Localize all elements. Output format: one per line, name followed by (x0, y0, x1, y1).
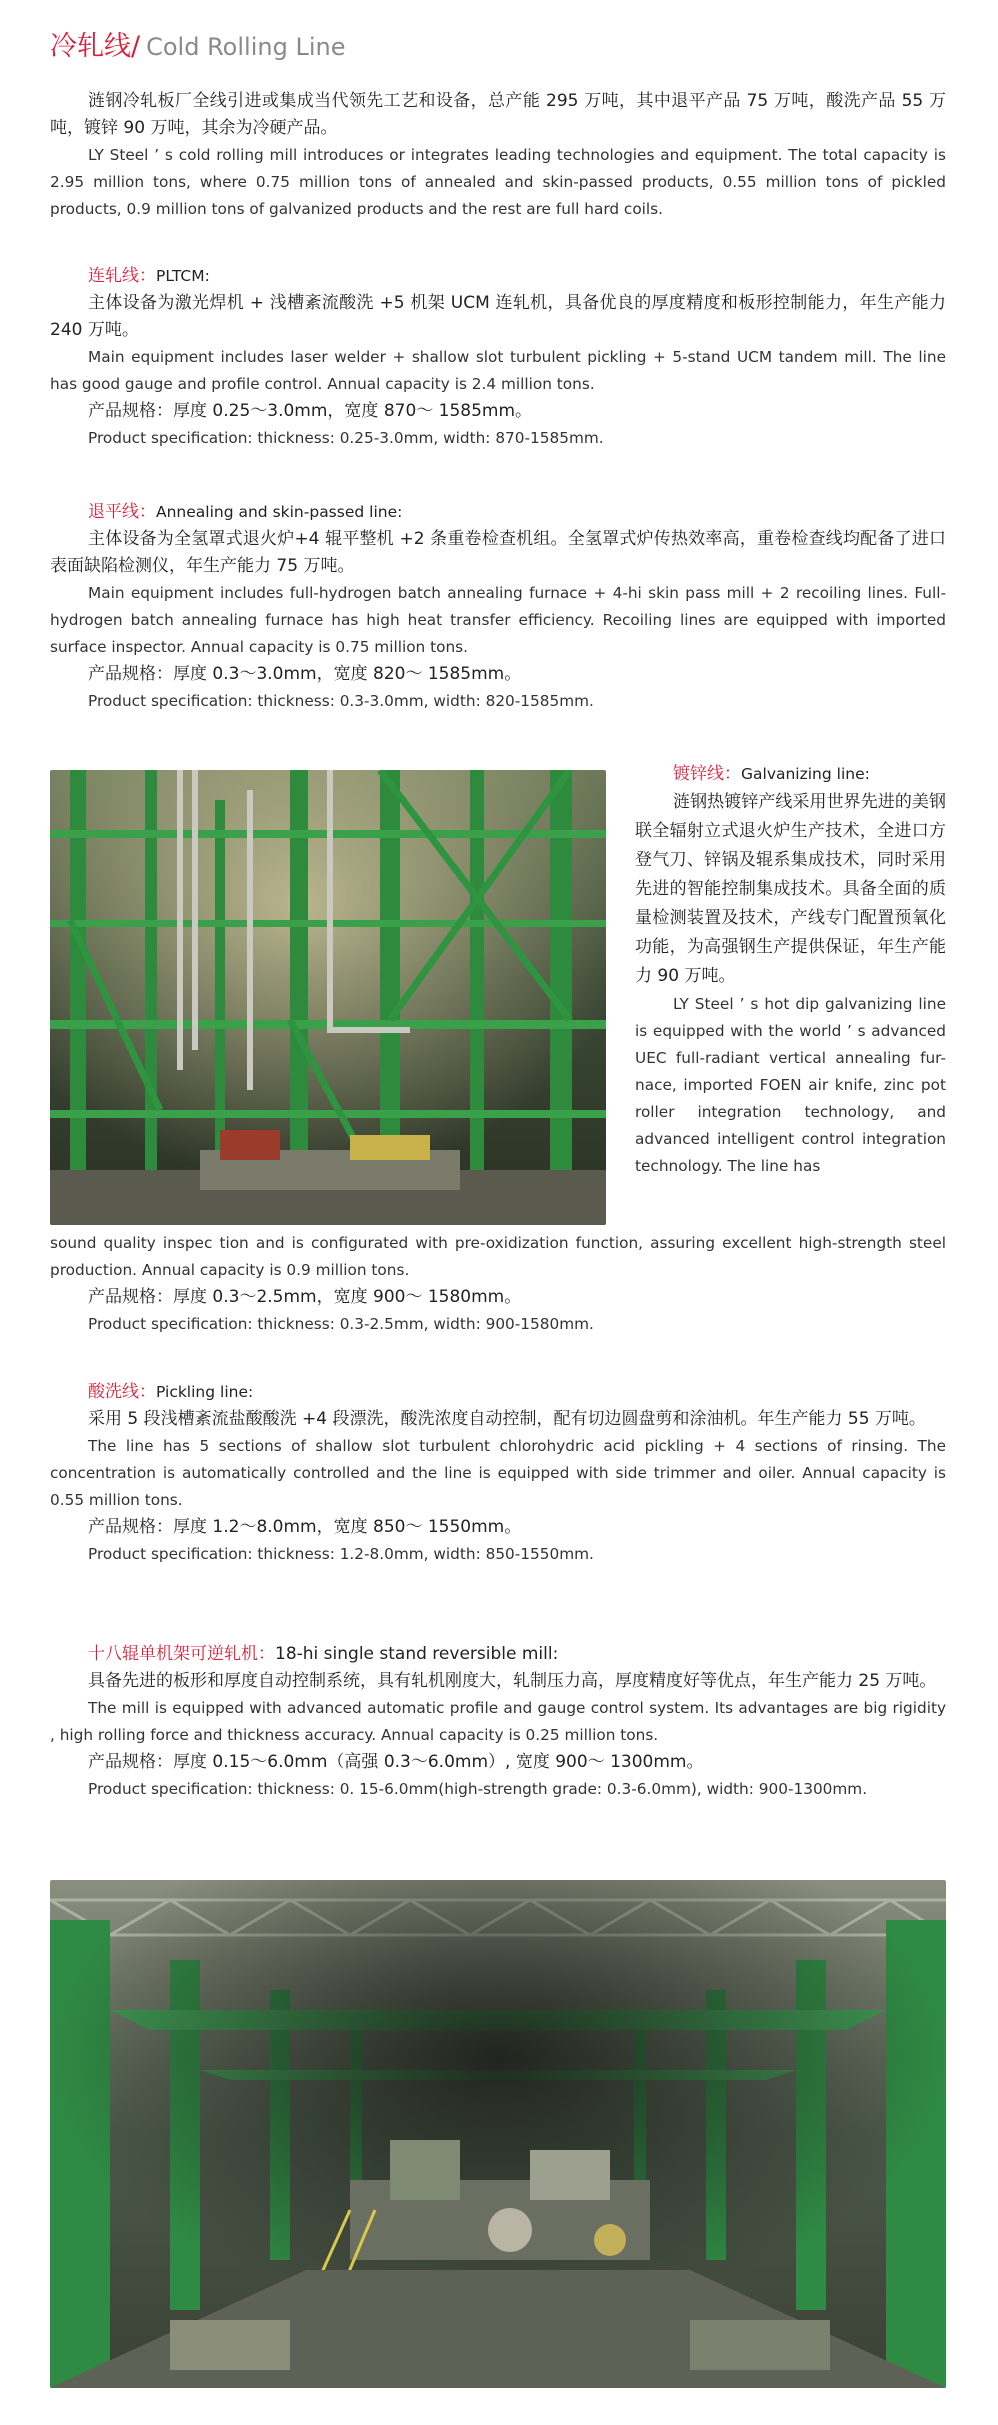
mill-hall-photo (50, 1880, 946, 2388)
galvanizing-photo-illustration (50, 770, 606, 1225)
annealing-section (50, 498, 946, 715)
mill18-spec-en: Product specification: thickness: 0. 15-6.0mm(high-strength grade: 0.3-6.0mm), width: 900-1300mm. (88, 1780, 868, 1798)
mill18-en: The mill is equipped with advanced automatic profile and gauge control system. Its advantages are big rigidity , high rolling force and thickness accuracy. Annual capacity is 0.25 million tons. (50, 1699, 946, 1744)
intro-en: LY Steel ’ s cold rolling mill introduces or integrates leading technologies and equipment. The total capacity is 2.95 million tons, where 0.75 million tons of annealed and skin-passed products, 0.55 million tons of pickled products, 0.9 million tons of galvanized products and the rest are full hard coils. (50, 146, 946, 218)
mill18-section (50, 1640, 946, 1803)
pltcm-section (50, 262, 946, 452)
annealing-heading-zh: 退平线： (88, 502, 156, 522)
pltcm-heading-en: PLTCM: (156, 267, 210, 285)
pickling-heading-en: Pickling line: (156, 1383, 254, 1401)
pickling-spec-en: Product specification: thickness: 1.2-8.0mm, width: 850-1550mm. (88, 1545, 594, 1563)
pickling-spec-zh: 产品规格：厚度 1.2～8.0mm，宽度 850～ 1550mm。 (88, 1517, 522, 1537)
pickling-heading (50, 1378, 946, 1406)
galvanizing-spec-zh: 产品规格：厚度 0.3～2.5mm，宽度 900～ 1580mm。 (88, 1287, 522, 1307)
page-title (50, 24, 345, 64)
pickling-heading-zh: 酸洗线： (88, 1382, 156, 1402)
annealing-zh: 主体设备为全氢罩式退火炉+4 辊平整机 +2 条重卷检查机组。全氢罩式炉传热效率高，重卷检查线均配备了进口表面缺陷检测仪，年生产能力 75 万吨。 (50, 529, 946, 576)
pltcm-spec-en: Product specification: thickness: 0.25-3.0mm, width: 870-1585mm. (88, 429, 604, 447)
pickling-section (50, 1378, 946, 1568)
pickling-en: The line has 5 sections of shallow slot turbulent chlorohydric acid pickling + 4 sections of rinsing. The concentration is automatically controlled and the line is equipped with side trimmer and oiler. Annual capacity is 0.55 million tons. (50, 1437, 946, 1509)
galvanizing-zh: 涟钢热镀锌产线采用世界先进的美钢联全辐射立式退火炉生产技术，全进口方登气刀、锌锅及辊系集成技术，同时采用先进的智能控制集成技术。具备全面的质量检测装置及技术，产线专门配置预氧化功能，为高强钢生产提供保证，年生产能力 90 万吨。 (635, 792, 946, 986)
title-slash: / (131, 31, 141, 62)
mill18-zh: 具备先进的板形和厚度自动控制系统，具有轧机刚度大，轧制压力高，厚度精度好等优点，年生产能力 25 万吨。 (88, 1671, 937, 1691)
title-zh: 冷轧线 (50, 31, 131, 62)
pltcm-heading (50, 262, 946, 290)
annealing-spec-en: Product specification: thickness: 0.3-3.0mm, width: 820-1585mm. (88, 692, 594, 710)
galvanizing-continued (50, 1230, 946, 1338)
galvanizing-heading-en: Galvanizing line: (741, 765, 870, 783)
intro-section (50, 88, 946, 223)
pltcm-heading-zh: 连轧线： (88, 266, 156, 286)
galvanizing-en-part2: sound quality inspec tion and is configurated with pre-oxidization function, assuring excellent high-strength steel production. Annual capacity is 0.9 million tons. (50, 1234, 946, 1279)
mill18-heading (50, 1640, 946, 1668)
annealing-en: Main equipment includes full-hydrogen batch annealing furnace + 4-hi skin pass mill + 2 recoiling lines. Full-hydrogen batch annealing furnace has high heat transfer efficiency. Recoiling lines are equipped with imported surface inspector. Annual capacity is 0.75 million tons. (50, 584, 946, 656)
galvanizing-heading-zh: 镀锌线： (673, 764, 741, 784)
galvanizing-line-photo (50, 770, 606, 1225)
pltcm-spec-zh: 产品规格：厚度 0.25～3.0mm，宽度 870～ 1585mm。 (88, 401, 533, 421)
annealing-heading-en: Annealing and skin-passed line: (156, 503, 403, 521)
mill18-heading-zh: 十八辊单机架可逆轧机： (88, 1644, 275, 1664)
galvanizing-column (635, 760, 946, 1180)
annealing-heading (50, 498, 946, 526)
pickling-zh: 采用 5 段浅槽紊流盐酸酸洗 +4 段漂洗，酸洗浓度自动控制，配有切边圆盘剪和涂油机。年生产能力 55 万吨。 (88, 1409, 926, 1429)
mill-hall-illustration (50, 1880, 946, 2388)
galvanizing-spec-en: Product specification: thickness: 0.3-2.5mm, width: 900-1580mm. (88, 1315, 594, 1333)
galvanizing-heading (635, 760, 946, 788)
title-en: Cold Rolling Line (146, 33, 346, 61)
intro-zh: 涟钢冷轧板厂全线引进或集成当代领先工艺和设备，总产能 295 万吨，其中退平产品 75 万吨，酸洗产品 55 万吨，镀锌 90 万吨，其余为冷硬产品。 (50, 91, 946, 138)
pltcm-en: Main equipment includes laser welder + shallow slot turbulent pickling + 5-stand UCM tandem mill. The line has good gauge and profile control. Annual capacity is 2.4 million tons. (50, 348, 946, 393)
pltcm-zh: 主体设备为激光焊机 + 浅槽紊流酸洗 +5 机架 UCM 连轧机，具备优良的厚度精度和板形控制能力，年生产能力 240 万吨。 (50, 293, 946, 340)
annealing-spec-zh: 产品规格：厚度 0.3～3.0mm，宽度 820～ 1585mm。 (88, 664, 522, 684)
galvanizing-en-part1: LY Steel ’ s hot dip galvanizing line is equipped with the world ’ s advanced UEC full-radiant vertical annealing fur- nace, imported FOEN air knife, zinc pot roller integration technology, and advanced intelligent control integration technology. The line has (635, 995, 946, 1175)
mill18-spec-zh: 产品规格：厚度 0.15～6.0mm（高强 0.3～6.0mm）, 宽度 900～ 1300mm。 (88, 1752, 704, 1772)
mill18-heading-en: 18-hi single stand reversible mill: (275, 1644, 559, 1664)
